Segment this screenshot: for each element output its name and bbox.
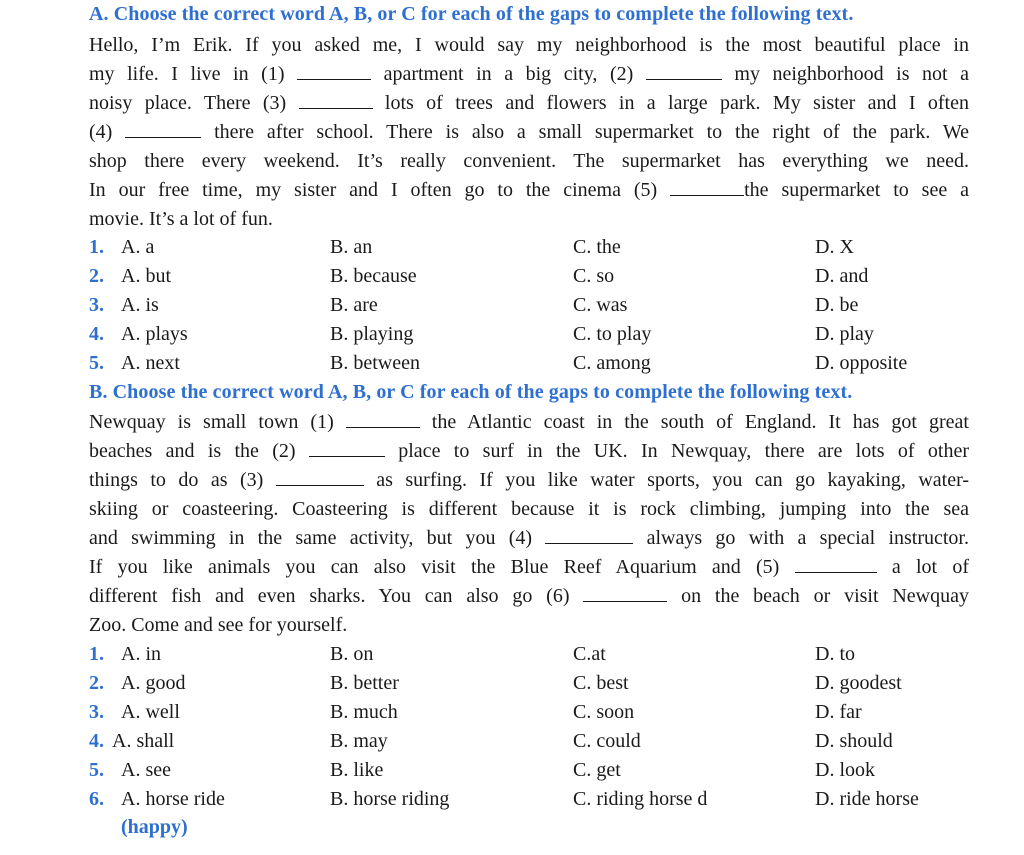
option-a[interactable]: A. horse ride [121,788,225,810]
passage-line: my life. I live in (1) apartment in a big city, (2) my neighborhood is not a [89,63,970,85]
passage-line: shop there every weekend. It’s really convenient. The supermarket has everything we need. [89,150,969,172]
question-row: 4. A. shall B. may C. could D. should [89,727,989,756]
question-row: 1. A. in B. on C.at D. to [89,640,989,669]
option-d[interactable]: D. be [815,294,859,316]
gap-3[interactable] [276,470,364,486]
section-a-passage [89,31,969,234]
option-a[interactable]: A. next [121,352,180,374]
option-c[interactable]: C. the [573,236,621,258]
gap-4[interactable] [125,122,201,138]
option-b[interactable]: B. are [330,294,378,316]
option-d[interactable]: D. look [815,759,875,781]
option-d[interactable]: D. far [815,701,862,723]
option-c[interactable]: C. was [573,294,628,316]
option-d[interactable]: D. goodest [815,672,902,694]
passage-line: If you like animals you can also visit the Blue Reef Aquarium and (5) a lot of [89,556,969,578]
gap-3[interactable] [299,93,373,109]
question-row: 2. A. good B. better C. best D. goodest [89,669,989,698]
question-row: 3. A. is B. are C. was D. be [89,291,989,320]
option-c[interactable]: C. get [573,759,621,781]
option-c[interactable]: C. to play [573,323,652,345]
passage-line: Newquay is small town (1) the Atlantic coast in the south of England. It has got great [89,411,969,433]
question-row: 1. A. a B. an C. the D. X [89,233,989,262]
option-c[interactable]: C. could [573,730,641,752]
option-a[interactable]: A. but [121,265,171,287]
passage-line: (4) there after school. There is also a small supermarket to the right of the park. We [89,121,969,143]
option-d[interactable]: D. to [815,643,855,665]
option-d[interactable]: D. opposite [815,352,908,374]
passage-line: things to do as (3) as surfing. If you like water sports, you can go kayaking, water- [89,469,969,491]
option-b[interactable]: B. like [330,759,384,781]
option-c[interactable]: C. best [573,672,629,694]
passage-line: movie. It’s a lot of fun. [89,208,273,230]
question-row: 6. A. horse ride B. horse riding C. riding horse d D. ride horse [89,785,989,814]
question-row: 5. A. next B. between C. among D. opposite [89,349,989,378]
passage-line: and swimming in the same activity, but you (4) always go with a special instructor. [89,527,969,549]
question-row: 3. A. well B. much C. soon D. far [89,698,989,727]
option-d[interactable]: D. and [815,265,869,287]
option-d[interactable]: D. ride horse [815,788,919,810]
gap-4[interactable] [545,528,633,544]
question-row: 5. A. see B. like C. get D. look [89,756,989,785]
option-c[interactable]: C. among [573,352,651,374]
section-a-options [89,233,989,378]
gap-5[interactable] [795,557,877,573]
option-c[interactable]: C. riding horse d [573,788,708,810]
option-c[interactable]: C.at [573,643,606,665]
option-b[interactable]: B. horse riding [330,788,450,810]
option-b[interactable]: B. playing [330,323,414,345]
option-c[interactable]: C. soon [573,701,635,723]
option-a[interactable]: A. well [121,701,180,723]
question-row: 4. A. plays B. playing C. to play D. play [89,320,989,349]
passage-line: beaches and is the (2) place to surf in the UK. In Newquay, there are lots of other [89,440,969,462]
question-row: 2. A. but B. because C. so D. and [89,262,989,291]
section-b-title: B. Choose the correct word A, B, or C for each of the gaps to complete the following text. [89,381,853,403]
section-b-options [89,640,989,814]
gap-2[interactable] [309,441,385,457]
option-a[interactable]: A. in [121,643,161,665]
option-d[interactable]: D. should [815,730,893,752]
passage-line: Hello, I’m Erik. If you asked me, I would say my neighborhood is the most beautiful place in [89,34,969,56]
passage-line: skiing or coasteering. Coasteering is different because it is rock climbing, jumping into the sea [89,498,969,520]
option-b[interactable]: B. better [330,672,399,694]
option-a[interactable]: A. is [121,294,159,316]
option-a[interactable]: A. shall [112,730,175,752]
passage-line: different fish and even sharks. You can also go (6) on the beach or visit Newquay [89,585,969,607]
option-a[interactable]: A. plays [121,323,188,345]
option-b[interactable]: B. between [330,352,420,374]
gap-5[interactable] [670,180,744,196]
section-a-title: A. Choose the correct word A, B, or C for each of the gaps to complete the following text. [89,3,854,25]
option-a[interactable]: A. see [121,759,171,781]
option-b[interactable]: B. may [330,730,388,752]
option-b[interactable]: B. an [330,236,373,258]
option-d[interactable]: D. X [815,236,854,258]
gap-2[interactable] [646,64,722,80]
gap-1[interactable] [346,412,420,428]
option-a[interactable]: A. good [121,672,186,694]
section-b-passage [89,408,969,640]
passage-line: In our free time, my sister and I often go to the cinema (5) the supermarket to see a [89,179,969,201]
passage-line: Zoo. Come and see for yourself. [89,614,348,636]
option-b[interactable]: B. on [330,643,374,665]
option-b[interactable]: B. because [330,265,417,287]
option-a[interactable]: A. a [121,236,155,258]
gap-6[interactable] [583,586,667,602]
option-c[interactable]: C. so [573,265,615,287]
footer-note: (happy) [121,816,188,838]
passage-line: noisy place. There (3) lots of trees and flowers in a large park. My sister and I often [89,92,969,114]
option-d[interactable]: D. play [815,323,874,345]
option-b[interactable]: B. much [330,701,398,723]
gap-1[interactable] [297,64,371,80]
